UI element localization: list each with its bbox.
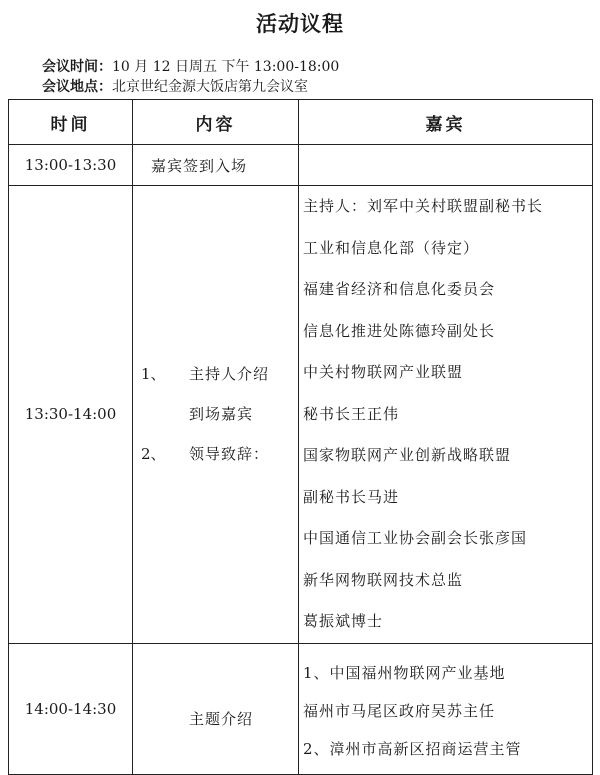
meeting-time-value: 10 月 12 日周五 下午 13:00-18:00 (112, 59, 340, 75)
row-time: 14:00-14:30 (9, 643, 133, 774)
guest-line: 中关村物联网产业联盟 (303, 363, 464, 381)
item-number: 1、 (141, 365, 166, 384)
meeting-place (42, 78, 308, 96)
row-time: 13:00-13:30 (9, 145, 133, 186)
table-row (9, 145, 593, 186)
header-content: 内容 (133, 100, 299, 145)
row-content (133, 145, 299, 186)
meeting-time-label: 会议时间： (42, 59, 112, 75)
guest-line: 国家物联网产业创新战略联盟 (303, 446, 512, 464)
item-text: 主持人介绍 (189, 365, 270, 384)
agenda-item (133, 434, 298, 474)
header-time: 时间 (9, 100, 133, 145)
guest-line: 1、中国福州物联网产业基地 (303, 663, 506, 682)
item-subtext: 到场嘉宾 (189, 405, 254, 424)
row-guests (299, 186, 593, 644)
guest-list (303, 650, 592, 768)
header-guests: 嘉宾 (299, 100, 593, 145)
guest-line: 主持人：刘军中关村联盟副秘书长 (303, 197, 544, 215)
guest-line: 新华网物联网技术总监 (303, 570, 464, 589)
page-title: 活动议程 (256, 12, 344, 36)
row-guests (299, 145, 593, 186)
checkin-text: 嘉宾签到入场 (151, 156, 248, 175)
meeting-place-label: 会议地点： (42, 79, 112, 95)
guest-line: 福建省经济和信息化委员会 (303, 280, 496, 298)
item-number: 2、 (141, 445, 166, 464)
agenda-item (133, 354, 298, 394)
guest-line: 工业和信息化部（待定） (303, 238, 480, 257)
guest-line: 福州市马尾区政府吴苏主任 (303, 701, 496, 720)
guest-line: 信息化推进处陈德玲副处长 (303, 321, 496, 340)
topic-text: 主题介绍 (189, 710, 254, 728)
table-row (9, 643, 593, 774)
meeting-time (42, 58, 339, 76)
row-guests (299, 643, 593, 774)
guest-line: 2、漳州市高新区招商运营主管 (303, 739, 522, 758)
guest-line: 葛振斌博士 (303, 612, 384, 630)
row-time: 13:30-14:00 (9, 186, 133, 644)
guest-line: 中国通信工业协会副会长张彦国 (303, 529, 528, 547)
row-content (133, 186, 299, 644)
guest-line: 副秘书长马进 (303, 487, 400, 506)
table-row (9, 186, 593, 644)
meeting-place-value: 北京世纪金源大饭店第九会议室 (112, 79, 308, 95)
table-header-row (9, 100, 593, 145)
guest-line: 秘书长王正伟 (303, 404, 400, 423)
agenda-table (8, 99, 593, 775)
row-content (133, 643, 299, 774)
item-text: 领导致辞： (189, 445, 270, 464)
